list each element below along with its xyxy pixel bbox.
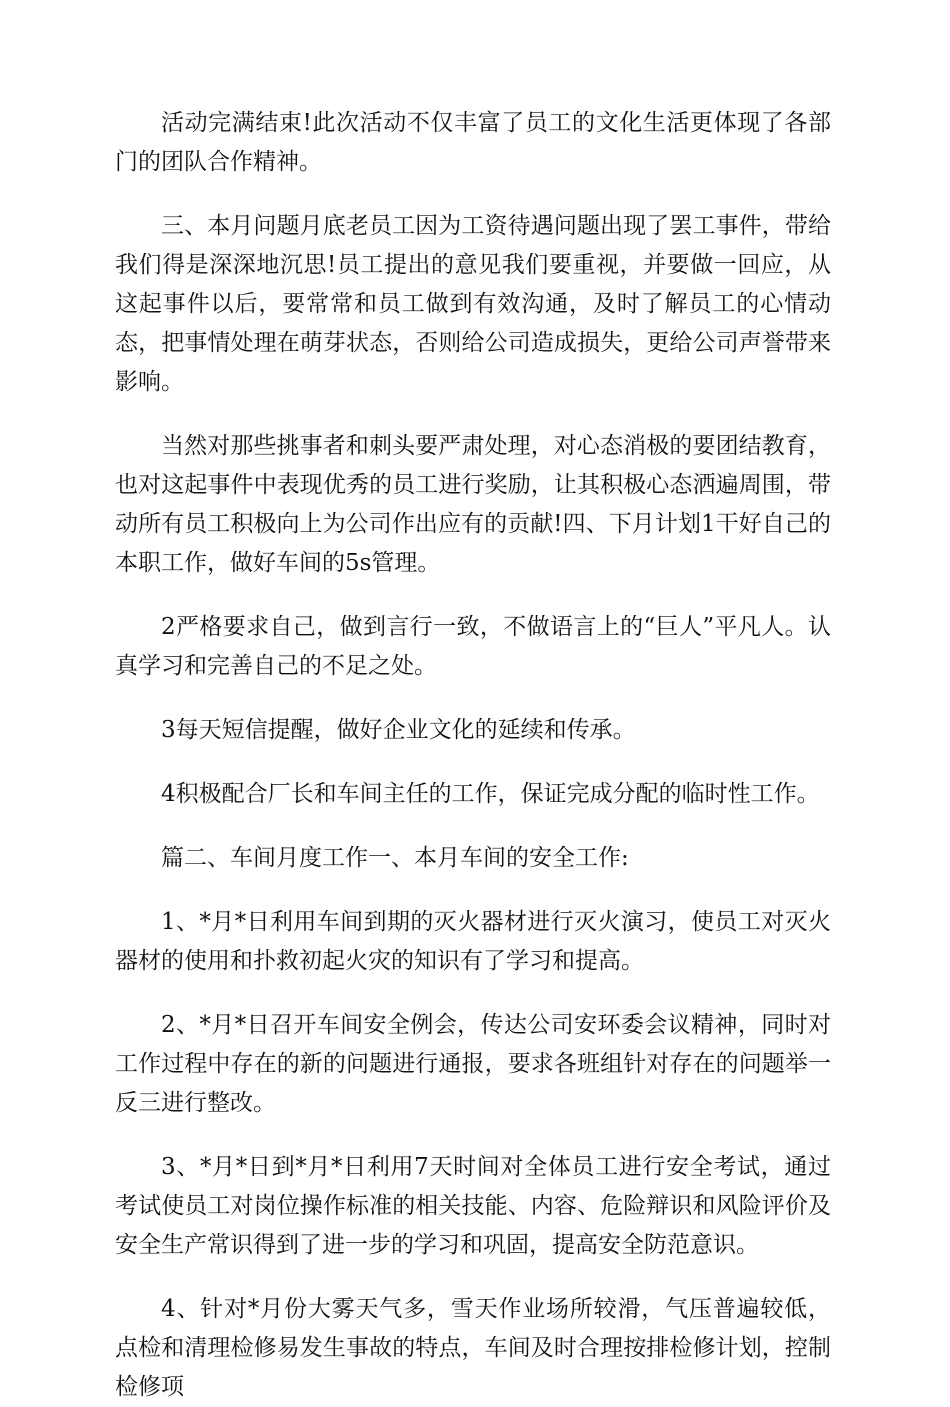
paragraph-safety-item-1: 1、*月*日利用车间到期的灭火器材进行灭火演习，使员工对灭火器材的使用和扑救初起火灾的知识有了学习和提高。 [115, 909, 831, 974]
paragraph-section-heading: 篇二、车间月度工作一、本月车间的安全工作: [161, 845, 629, 871]
paragraph-safety-item-3: 3、*月*日到*月*日利用7天时间对全体员工进行安全考试，通过考试使员工对岗位操作标准的相关技能、内容、危险辩识和风险评价及安全生产常识得到了进一步的学习和巩固，提高安全防范意识。 [115, 1154, 831, 1258]
paragraph-monthly-issue: 三、本月问题月底老员工因为工资待遇问题出现了罢工事件，带给我们得是深深地沉思!员工提出的意见我们要重视，并要做一回应，从这起事件以后，要常常和员工做到有效沟通，及时了解员工的心情动态，把事情处理在萌芽状态，否则给公司造成损失，更给公司声誉带来影响。 [115, 213, 831, 395]
paragraph-plan-item-3: 3每天短信提醒，做好企业文化的延续和传承。 [161, 717, 636, 743]
paragraph-safety-item-2: 2、*月*日召开车间安全例会，传达公司安环委会议精神，同时对工作过程中存在的新的问题进行通报，要求各班组针对存在的问题举一反三进行整改。 [115, 1012, 831, 1116]
paragraph-handling-and-plan: 当然对那些挑事者和刺头要严肃处理，对心态消极的要团结教育，也对这起事件中表现优秀的员工进行奖励，让其积极心态洒遍周围，带动所有员工积极向上为公司作出应有的贡献!四、下月计划1干好自己的本职工作，做好车间的5s管理。 [115, 433, 831, 576]
document-body [115, 104, 831, 1407]
paragraph-plan-item-2: 2严格要求自己，做到言行一致，不做语言上的“巨人”平凡人。认真学习和完善自己的不足之处。 [115, 614, 831, 679]
paragraph-activity-summary: 活动完满结束!此次活动不仅丰富了员工的文化生活更体现了各部门的团队合作精神。 [115, 110, 831, 175]
paragraph-plan-item-4: 4积极配合厂长和车间主任的工作，保证完成分配的临时性工作。 [161, 781, 820, 807]
paragraph-safety-item-4: 4、针对*月份大雾天气多，雪天作业场所较滑，气压普遍较低，点检和清理检修易发生事故的特点，车间及时合理按排检修计划，控制检修项 [115, 1296, 831, 1400]
